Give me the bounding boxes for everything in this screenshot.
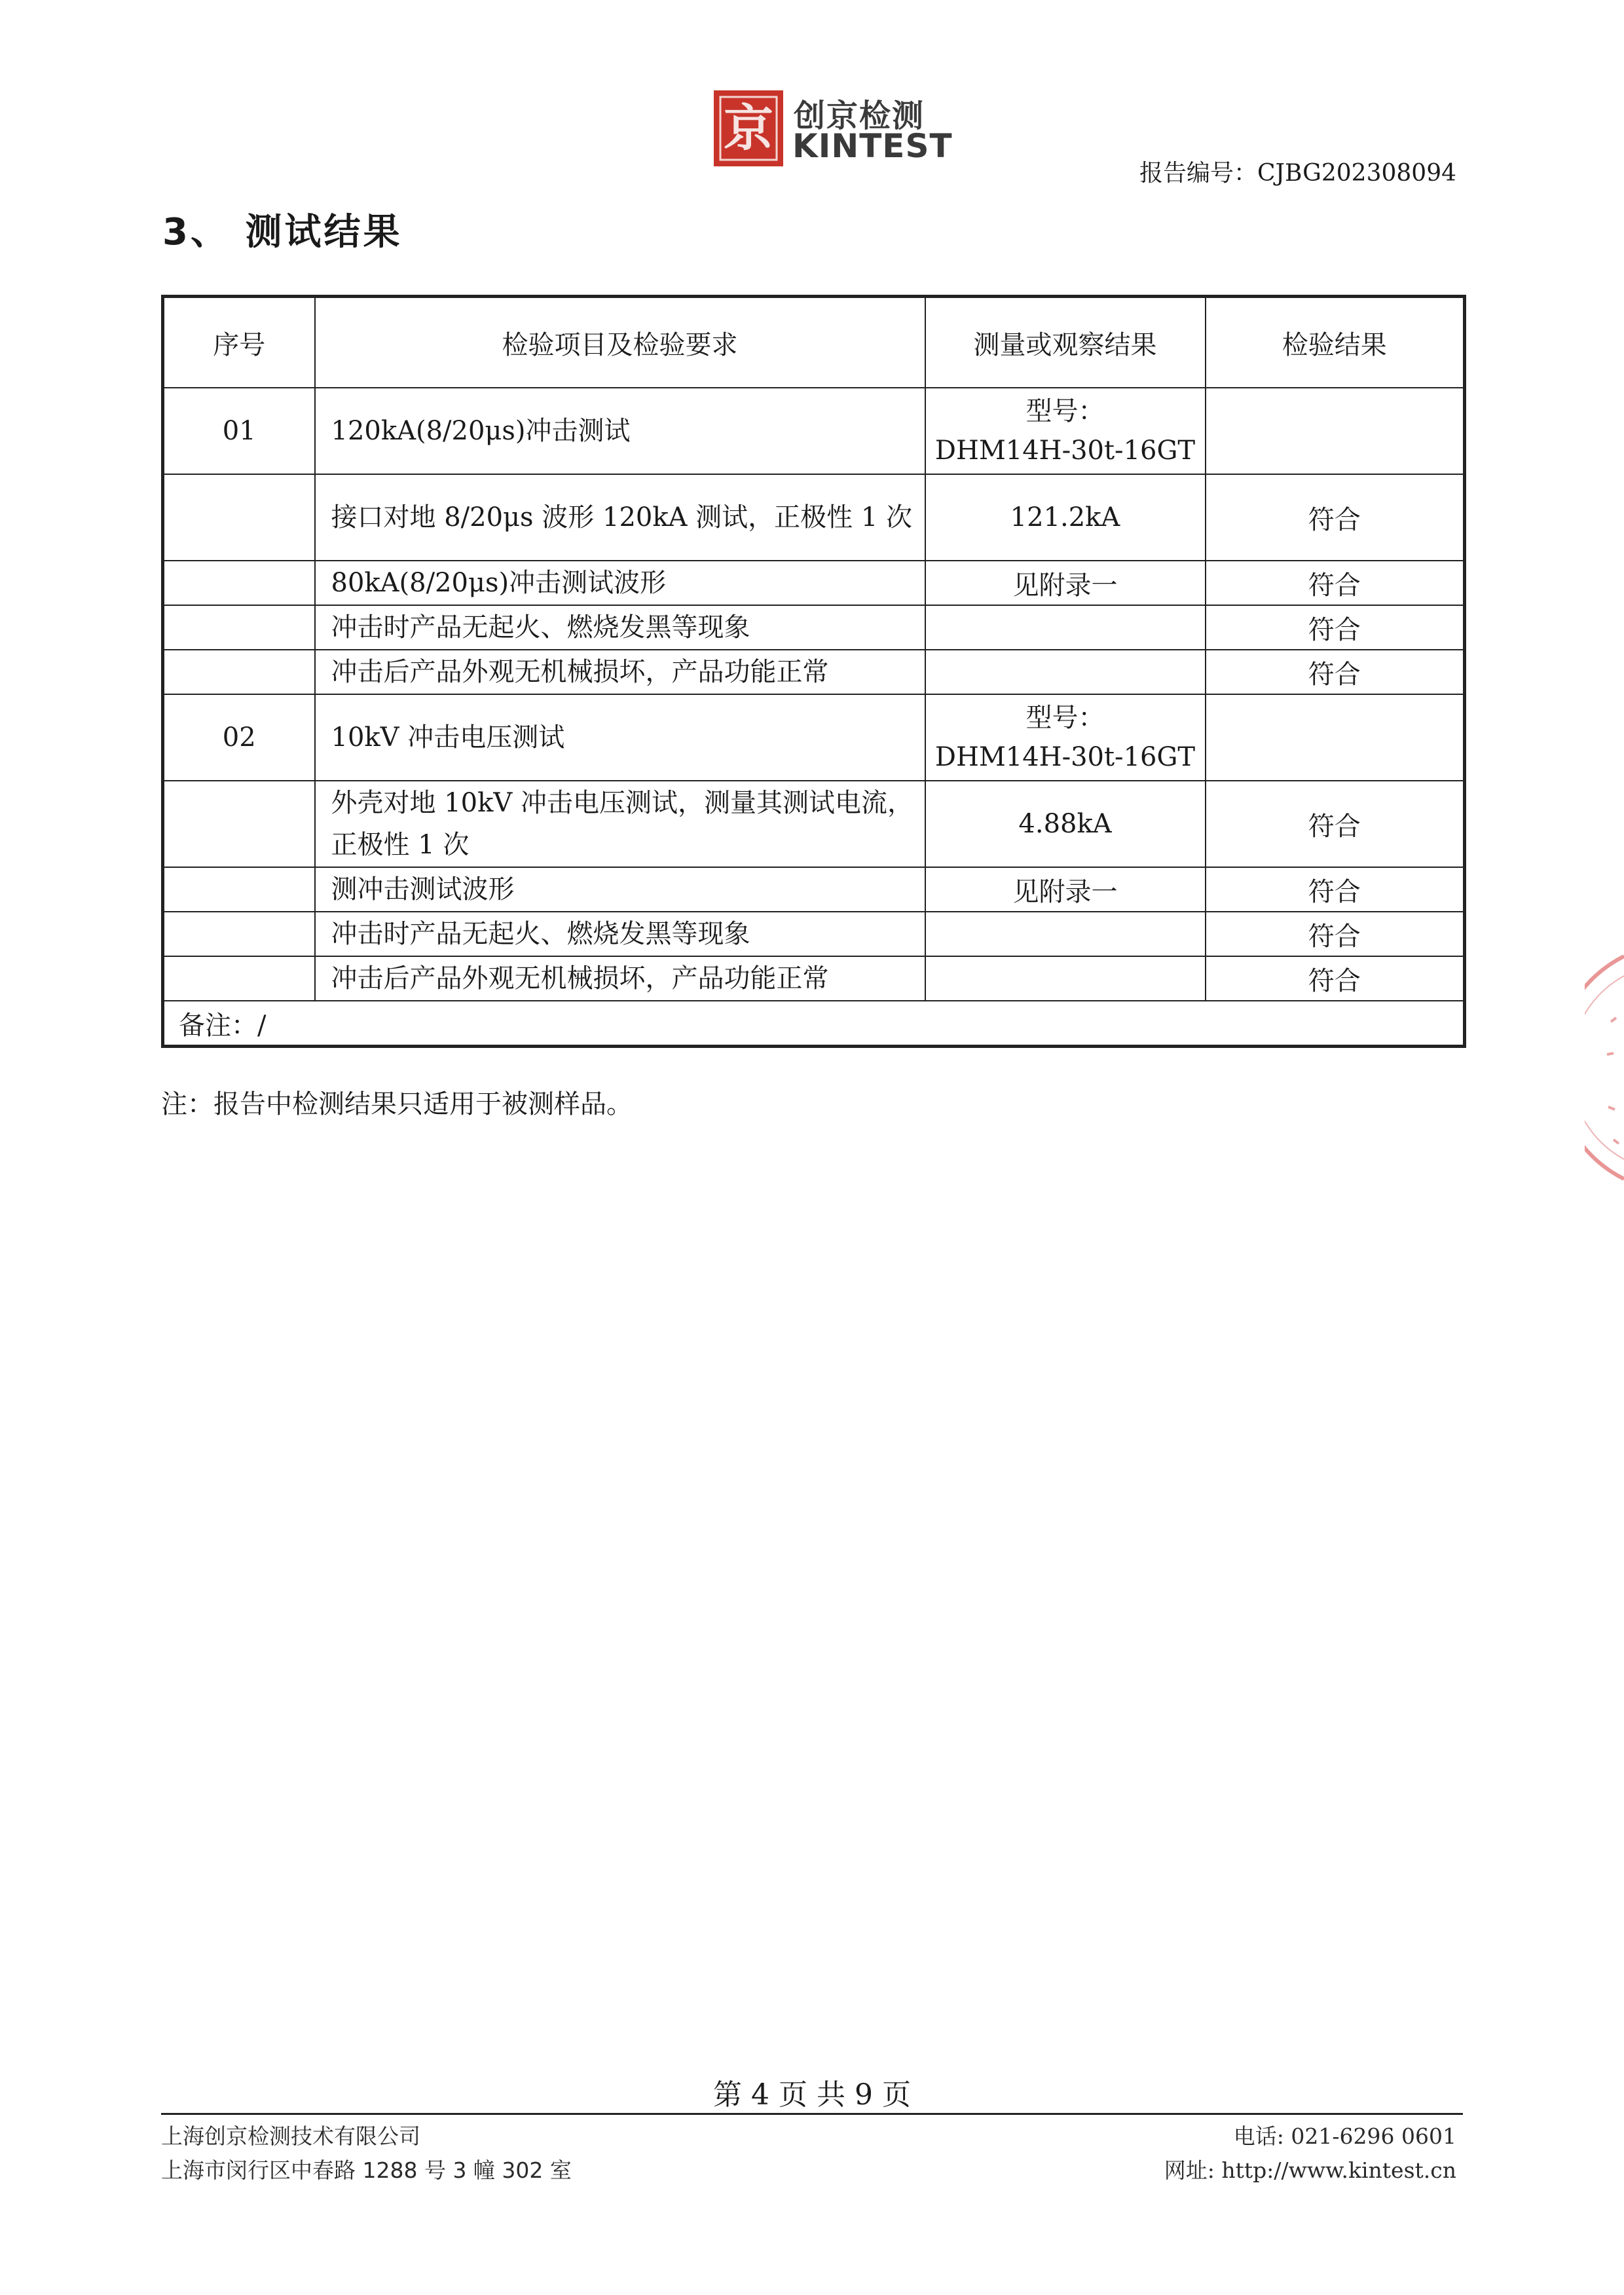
report-number: 报告编号：CJBG202308094 — [1139, 160, 1456, 187]
header-test-item: 检验项目及检验要求 — [315, 297, 925, 388]
seal-stamp-icon — [1585, 943, 1624, 1192]
serial-no-cell — [163, 781, 315, 867]
footer-divider — [161, 2113, 1463, 2115]
serial-no-cell — [163, 650, 315, 694]
test-results-table — [161, 295, 1466, 1048]
measurement-cell — [925, 650, 1206, 694]
test-item-cell: 外壳对地 10kV 冲击电压测试，测量其测试电流，正极性 1 次 — [315, 781, 925, 867]
model-cell — [925, 388, 1206, 474]
result-cell: 符合 — [1206, 781, 1465, 867]
measurement-cell: 4.88kA — [925, 781, 1206, 867]
section-title: 3、 测试结果 — [162, 211, 403, 253]
table-row-group-title — [163, 694, 1465, 781]
header-measurement: 测量或观察结果 — [925, 297, 1206, 388]
company-website: 网址: http://www.kintest.cn — [1164, 2157, 1456, 2183]
result-cell — [1206, 388, 1465, 474]
result-cell: 符合 — [1206, 956, 1465, 1001]
test-item-cell: 测冲击测试波形 — [315, 867, 925, 912]
table-row — [163, 650, 1465, 694]
company-phone: 电话: 021-6296 0601 — [1233, 2123, 1456, 2149]
test-item-cell: 80kA(8/20μs)冲击测试波形 — [315, 561, 925, 605]
table-row — [163, 956, 1465, 1001]
result-cell: 符合 — [1206, 605, 1465, 650]
table-row — [163, 867, 1465, 912]
table-row — [163, 474, 1465, 561]
model-cell — [925, 694, 1206, 781]
test-item-cell: 冲击时产品无起火、燃烧发黑等现象 — [315, 912, 925, 956]
result-cell — [1206, 694, 1465, 781]
logo-name-cn: 创京检测 — [794, 98, 925, 134]
serial-no-cell: 01 — [163, 388, 315, 474]
company-logo — [712, 89, 953, 170]
measurement-cell — [925, 912, 1206, 956]
test-item-cell: 冲击后产品外观无机械损坏，产品功能正常 — [315, 956, 925, 1001]
page-number: 第 4 页 共 9 页 — [713, 2078, 911, 2112]
remarks-cell: 备注：/ — [163, 1001, 1465, 1047]
logo-mark-char: 京 — [724, 99, 773, 157]
test-item-cell: 120kA(8/20μs)冲击测试 — [315, 388, 925, 474]
test-item-cell: 10kV 冲击电压测试 — [315, 694, 925, 781]
measurement-cell: 见附录一 — [925, 561, 1206, 605]
result-cell: 符合 — [1206, 650, 1465, 694]
serial-no-cell — [163, 867, 315, 912]
model-label: 型号： — [1025, 396, 1105, 426]
serial-no-cell — [163, 956, 315, 1001]
test-item-cell: 冲击时产品无起火、燃烧发黑等现象 — [315, 605, 925, 650]
header-result: 检验结果 — [1206, 297, 1465, 388]
result-cell: 符合 — [1206, 912, 1465, 956]
report-note: 注：报告中检测结果只适用于被测样品。 — [161, 1089, 633, 1119]
test-item-cell: 接口对地 8/20μs 波形 120kA 测试，正极性 1 次 — [315, 474, 925, 561]
table-header-row — [163, 297, 1465, 388]
serial-no-cell: 02 — [163, 694, 315, 781]
measurement-cell — [925, 605, 1206, 650]
measurement-cell: 121.2kA — [925, 474, 1206, 561]
company-name: 上海创京检测技术有限公司 — [161, 2123, 420, 2149]
model-value: DHM14H-30t-16GT — [934, 436, 1196, 466]
logo-name-en: KINTEST — [792, 127, 953, 165]
logo-mark-icon — [712, 89, 784, 168]
result-cell: 符合 — [1206, 561, 1465, 605]
serial-no-cell — [163, 561, 315, 605]
table-row — [163, 605, 1465, 650]
header-serial-no: 序号 — [163, 297, 315, 388]
test-item-cell: 冲击后产品外观无机械损坏，产品功能正常 — [315, 650, 925, 694]
measurement-cell: 见附录一 — [925, 867, 1206, 912]
serial-no-cell — [163, 912, 315, 956]
footer-company-info — [161, 2119, 572, 2188]
company-address: 上海市闵行区中春路 1288 号 3 幢 302 室 — [161, 2157, 572, 2183]
table-row — [163, 781, 1465, 867]
result-cell: 符合 — [1206, 867, 1465, 912]
serial-no-cell — [163, 605, 315, 650]
measurement-cell — [925, 956, 1206, 1001]
footer-contact-info — [1164, 2119, 1456, 2188]
serial-no-cell — [163, 474, 315, 561]
model-label: 型号： — [1025, 703, 1105, 733]
result-cell: 符合 — [1206, 474, 1465, 561]
model-value: DHM14H-30t-16GT — [934, 742, 1196, 772]
table-row-group-title — [163, 388, 1465, 474]
remarks-row — [163, 1001, 1465, 1047]
table-row — [163, 561, 1465, 605]
table-row — [163, 912, 1465, 956]
